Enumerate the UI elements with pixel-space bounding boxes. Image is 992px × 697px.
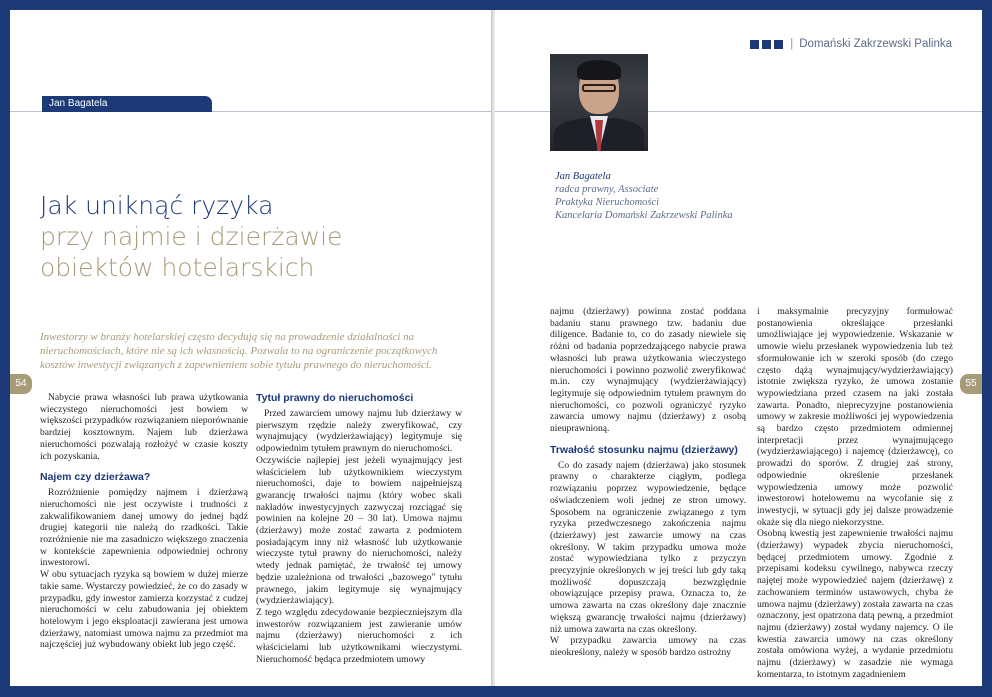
author-caption (555, 170, 733, 222)
col1-heading: Najem czy dzierżawa? (40, 471, 151, 484)
page-number-right: 55 (960, 374, 982, 394)
title-line-3: obiektów hotelarskich (40, 253, 315, 282)
title-line-2: przy najmie i dzierżawie (40, 222, 343, 251)
page-number-left: 54 (10, 374, 32, 394)
col3-paragraph-1: najmu (dzierżawy) powinna zostać poddana badaniu stanu prawnego tzw. badaniu due diligence. Badanie to, co do zasady niewiele się różni od badania poprzedzającego nabycie prawa własności lub prawa użytkowania wieczystego nieruchomości i powinno pozwolić zweryfikować m.in. czy wynajmujący (wydzierżawiający) legitymuje się odpowiednim tytułem prawnym do nieruchomości, co pozwoli ograniczyć ryzyko zawarcia umowy najmu (dzierżawy) z osobą nieuprawnioną. (550, 306, 746, 435)
col2-heading: Tytuł prawny do nieruchomości (256, 392, 414, 404)
col1-paragraph-2: Rozróżnienie pomiędzy najmem i dzierżawą nieruchomości nie jest oczywiste i trudności z zakwalifikowaniem danej umowy do jednej bądź drugiej kategorii nie należą do rzadkości. Takie rozróżnienie nie ma zasadniczo większego znaczenia w kontekście zapewnienia odpowiedniej ochrony inwestorowi. (40, 487, 248, 569)
article-title (40, 190, 342, 283)
brand-name: Domański Zakrzewski Palinka (799, 38, 952, 50)
caption-practice: Praktyka Nieruchomości (555, 197, 660, 208)
author-tab: Jan Bagatela (42, 96, 212, 112)
col3-paragraph-3: W przypadku zawarcia umowy na czas nieokreślony, należy w sposób bardzo ostrożny (550, 635, 746, 658)
col1-paragraph-1: Nabycie prawa własności lub prawa użytkowania wieczystego nieruchomości jest bowiem w większości przypadków rozwiązaniem nieporównanie bardziej kosztownym. Najem lub dzierżawa nieruchomości pozwalają rozłożyć w czasie koszty ich pozyskania. (40, 392, 248, 462)
column-2 (256, 392, 462, 665)
col3-heading: Trwałość stosunku najmu (dzierżawy) (550, 443, 738, 456)
caption-name: Jan Bagatela (555, 171, 611, 182)
footer-right: Poradnik Inwestora Hotelowego 2012 (836, 675, 978, 685)
left-page (10, 10, 491, 686)
brand-square-icon (762, 40, 771, 49)
caption-firm: Kancelaria Domański Zakrzewski Palinka (555, 210, 733, 221)
column-4 (757, 306, 953, 681)
title-line-1: Jak uniknąć ryzyka (40, 191, 274, 220)
photo-glasses (582, 84, 616, 92)
photo-hair (577, 60, 621, 80)
brand-square-icon (774, 40, 783, 49)
col2-paragraph-1: Przed zawarciem umowy najmu lub dzierżawy w pierwszym rzędzie należy zweryfikować, czy wynajmujący (wydzierżawiający) legitymuje się odpowiednim tytułem prawnym do nieruchomości. (256, 408, 462, 455)
col2-paragraph-2: Oczywiście najlepiej jest jeżeli wynajmujący jest właścicielem lub użytkownikiem wieczystym nieruchomości, daje to bowiem najpełniejszą gwarancję trwałości najmu (który wobec skali nakładów inwestycyjnych zazwyczaj rozciągać się powinien na kolejne 20 – 30 lat). Umowa najmu (dzierżawy) może zostać zawarta z podmiotem posiadającym inny niż własność lub użytkowanie wieczyste tytuł prawny do nieruchomości, należy wtedy jednak pamiętać, że trwałość tej umowy będzie uzależniona od trwałości „bazowego" tytułu prawnego, jakim legitymuje się wynajmujący (wydzierżawiający). (256, 454, 462, 607)
brand-header (750, 38, 952, 50)
caption-role: radca prawny, Associate (555, 184, 659, 195)
brand-separator: | (790, 38, 794, 50)
column-3 (550, 306, 746, 659)
brand-square-icon (750, 40, 759, 49)
col4-paragraph-2: Osobną kwestią jest zapewnienie trwałości najmu (dzierżawy) wypadek zbycia nieruchomości, będącej przedmiotem umowy. Zgodnie z przepisami kodeksu cywilnego, nabywca rzeczy najętej może wypowiedzieć najem (dzierżawę) z zachowaniem terminów ustawowych, chyba że umowa najmu (dzierżawy) została zawarta na czas oznaczony, jest opatrzona datą pewną, a przedmiot najmu (dzierżawy) został wydany najemcy. O ile kwestia zawarcia umowy na czas określony została omówiona wyżej, a wydanie przedmiotu najmu (dzierżawy) w zasadzie nie wymaga komentarza, to istotnym zagadnieniem (757, 528, 953, 680)
lead-paragraph: Inwestorzy w branży hotelarskiej często decydują się na prowadzenie działalności na nieruchomościach, które nie są ich własnością. Pozwala to na ograniczenie początkowych kosztów inwestycji związanych z zapewnieniem sobie tytułu prawnego do nieruchomości. (40, 331, 438, 372)
right-page (495, 10, 982, 686)
footer-left: Poradnik Inwestora Hotelowego 2012 (12, 675, 154, 685)
col3-paragraph-2: Co do zasady najem (dzierżawa) jako stosunek prawny o charakterze ciągłym, podlega rozwiązaniu poprzez wypowiedzenie, będące oświadczeniem woli jednej ze stron umowy. Sposobem na ograniczenie związanego z tym ryzyka przedwczesnego zakończenia najmu (dzierżawy) jest zawarcie umowy na czas określony. W takim przypadku umowa może zostać wypowiedziana tylko z przyczyn precyzyjnie określonych w jej treści lub gdy taką możliwość dopuszczają bezwzględnie obowiązujące przepisy prawa. Oznacza to, że umowa zawarta na czas określony daje znacznie większą gwarancję trwałości najmu (dzierżawy) niż umowa zawarta na czas określony. (550, 459, 746, 635)
col2-paragraph-3: Z tego względu zdecydowanie bezpieczniejszym dla inwestorów rozwiązaniem jest zawieranie umów najmu (dzierżawy) nieruchomości z ich właścicielami lub użytkownikami wieczystymi. Nieruchomość będąca przedmiotem umowy (256, 606, 462, 665)
col4-paragraph-1: i maksymalnie precyzyjny formułować postanowienia określające przesłanki umożliwiające jej wypowiedzenie. Wskazanie w umowie wielu przesłanek wypowiedzenia lub też sformułowanie ich w szeroki sposób (do czego często dążą wynajmujący/wydzierżawiający) istotnie zwiększa ryzyko, że umowa zostanie wypowiedziana przed czasem na jaki została zawarta. Ponadto, nieprecyzyjne postanowienia umowy w zakresie możliwości jej wypowiedzenia są bardzo często przedmiotem odmiennej interpretacji przez wynajmującego (wydzierżawiającego) i najemcę (dzierżawcę), co prowadzi do sporów. Z drugiej zaś strony, odpowiednie określenie przesłanek wypowiedzenia umowy może pozwolić inwestorowi hotelowemu na wycofanie się z inwestycji, w sytuacji gdy jej dalsze prowadzenie okaże się dla niego niekorzystne. (757, 306, 953, 528)
author-photo (550, 54, 648, 151)
col1-paragraph-3: W obu sytuacjach ryzyka są bowiem w dużej mierze takie same. Wystarczy powiedzieć, że co do zasady w przypadku, gdy inwestor zamierza korzystać z cudzej nieruchomości w celu zabudowania jej obiektem hotelowym i jego eksploatacji zawierana jest umowa dzierżawy, natomiast umowa najmu za przedmiot ma najczęściej już wybudowany obiekt lub jego część. (40, 569, 248, 651)
column-1 (40, 392, 248, 651)
